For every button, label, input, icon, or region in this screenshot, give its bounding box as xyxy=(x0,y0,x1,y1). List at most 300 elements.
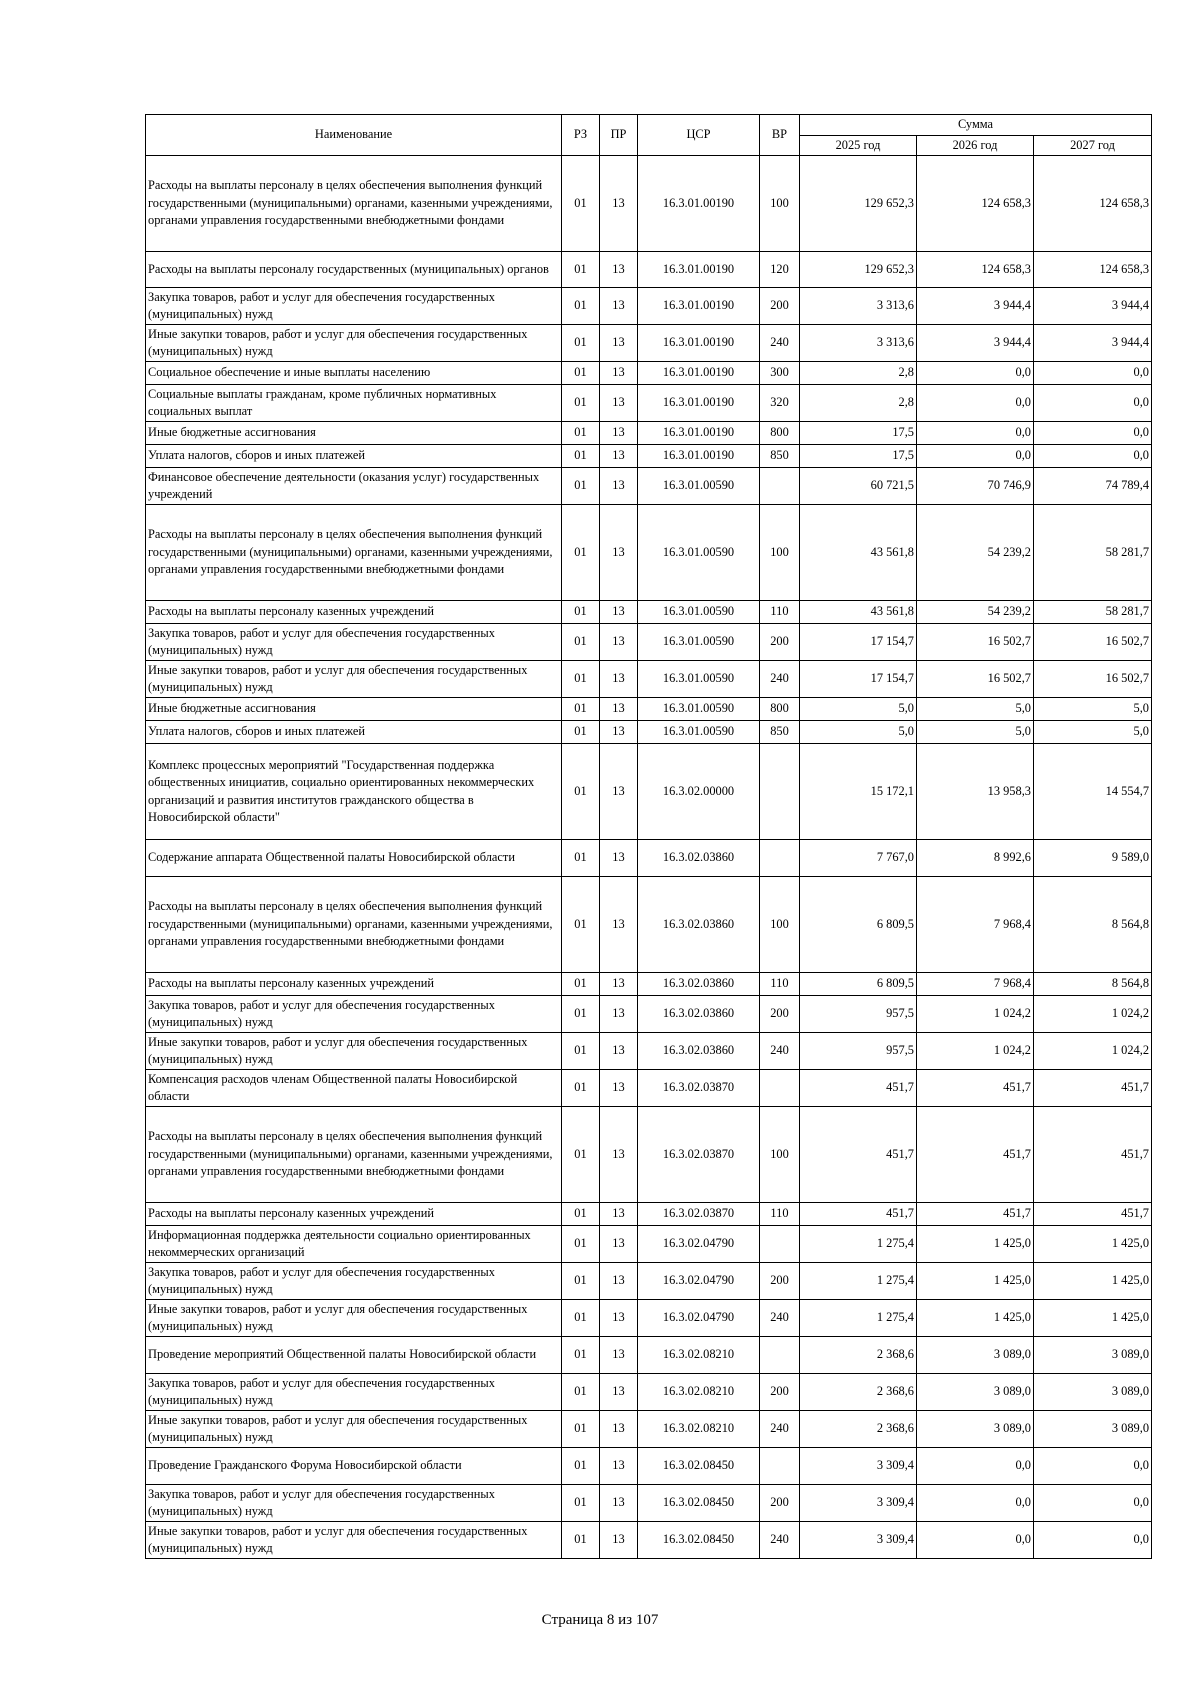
row-rz: 01 xyxy=(562,252,600,288)
row-sum-2027: 0,0 xyxy=(1034,1522,1152,1559)
table-row xyxy=(146,601,1152,624)
row-sum-2025: 6 809,5 xyxy=(800,877,917,973)
row-csr: 16.3.01.00190 xyxy=(638,156,760,252)
header-rz: РЗ xyxy=(562,115,600,156)
row-vr: 100 xyxy=(760,505,800,601)
row-pr: 13 xyxy=(600,1448,638,1485)
row-pr: 13 xyxy=(600,1374,638,1411)
row-rz: 01 xyxy=(562,156,600,252)
row-csr: 16.3.01.00190 xyxy=(638,362,760,385)
row-sum-2025: 6 809,5 xyxy=(800,973,917,996)
table-row xyxy=(146,325,1152,362)
row-csr: 16.3.02.08450 xyxy=(638,1522,760,1559)
row-rz: 01 xyxy=(562,661,600,698)
row-vr: 800 xyxy=(760,698,800,721)
row-csr: 16.3.02.08210 xyxy=(638,1411,760,1448)
row-sum-2027: 74 789,4 xyxy=(1034,468,1152,505)
row-sum-2027: 14 554,7 xyxy=(1034,744,1152,840)
table-row xyxy=(146,505,1152,601)
row-vr: 320 xyxy=(760,385,800,422)
row-sum-2027: 0,0 xyxy=(1034,385,1152,422)
row-pr: 13 xyxy=(600,288,638,325)
table-row xyxy=(146,252,1152,288)
table-row xyxy=(146,1485,1152,1522)
row-pr: 13 xyxy=(600,996,638,1033)
row-sum-2025: 15 172,1 xyxy=(800,744,917,840)
row-csr: 16.3.02.08450 xyxy=(638,1448,760,1485)
table-row xyxy=(146,661,1152,698)
row-name: Закупка товаров, работ и услуг для обеспечения государственных (муниципальных) нужд xyxy=(146,996,562,1033)
row-pr: 13 xyxy=(600,1263,638,1300)
row-sum-2025: 17,5 xyxy=(800,422,917,445)
row-pr: 13 xyxy=(600,325,638,362)
row-sum-2027: 5,0 xyxy=(1034,721,1152,744)
row-rz: 01 xyxy=(562,1485,600,1522)
table-row xyxy=(146,385,1152,422)
row-pr: 13 xyxy=(600,362,638,385)
row-name: Проведение Гражданского Форума Новосибирской области xyxy=(146,1448,562,1485)
row-sum-2026: 7 968,4 xyxy=(917,877,1034,973)
row-sum-2026: 1 024,2 xyxy=(917,1033,1034,1070)
row-name: Уплата налогов, сборов и иных платежей xyxy=(146,445,562,468)
row-sum-2026: 54 239,2 xyxy=(917,601,1034,624)
row-sum-2026: 124 658,3 xyxy=(917,252,1034,288)
row-name: Закупка товаров, работ и услуг для обеспечения государственных (муниципальных) нужд xyxy=(146,624,562,661)
row-sum-2025: 43 561,8 xyxy=(800,601,917,624)
table-row xyxy=(146,288,1152,325)
row-sum-2025: 3 309,4 xyxy=(800,1485,917,1522)
row-vr: 100 xyxy=(760,1107,800,1203)
table-row xyxy=(146,996,1152,1033)
row-sum-2027: 451,7 xyxy=(1034,1203,1152,1226)
row-rz: 01 xyxy=(562,1226,600,1263)
row-pr: 13 xyxy=(600,1411,638,1448)
table-row xyxy=(146,422,1152,445)
row-rz: 01 xyxy=(562,1070,600,1107)
row-pr: 13 xyxy=(600,973,638,996)
table-row xyxy=(146,1107,1152,1203)
row-rz: 01 xyxy=(562,468,600,505)
row-vr xyxy=(760,744,800,840)
row-name: Иные закупки товаров, работ и услуг для обеспечения государственных (муниципальных) нужд xyxy=(146,1411,562,1448)
row-vr: 240 xyxy=(760,325,800,362)
row-name: Расходы на выплаты персоналу в целях обеспечения выполнения функций государственными (муниципальными) органами, казенными учреждениями, органами управления государственными внебюджетными фондами xyxy=(146,1107,562,1203)
row-pr: 13 xyxy=(600,1107,638,1203)
row-sum-2026: 0,0 xyxy=(917,1485,1034,1522)
table-row xyxy=(146,1033,1152,1070)
row-vr: 850 xyxy=(760,445,800,468)
row-vr: 240 xyxy=(760,1522,800,1559)
row-name: Информационная поддержка деятельности социально ориентированных некоммерческих организаций xyxy=(146,1226,562,1263)
row-name: Расходы на выплаты персоналу казенных учреждений xyxy=(146,1203,562,1226)
row-csr: 16.3.02.03860 xyxy=(638,996,760,1033)
table-body xyxy=(146,156,1152,1559)
row-sum-2026: 3 089,0 xyxy=(917,1411,1034,1448)
row-csr: 16.3.01.00590 xyxy=(638,505,760,601)
header-year-2027: 2027 год xyxy=(1034,136,1152,156)
table-row xyxy=(146,1522,1152,1559)
row-pr: 13 xyxy=(600,1337,638,1374)
row-name: Иные бюджетные ассигнования xyxy=(146,422,562,445)
row-sum-2026: 451,7 xyxy=(917,1107,1034,1203)
row-vr: 110 xyxy=(760,1203,800,1226)
row-pr: 13 xyxy=(600,422,638,445)
row-sum-2025: 3 313,6 xyxy=(800,325,917,362)
row-sum-2025: 60 721,5 xyxy=(800,468,917,505)
row-sum-2026: 16 502,7 xyxy=(917,624,1034,661)
row-name: Социальное обеспечение и иные выплаты населению xyxy=(146,362,562,385)
row-sum-2027: 3 089,0 xyxy=(1034,1337,1152,1374)
row-vr: 200 xyxy=(760,1263,800,1300)
row-rz: 01 xyxy=(562,1374,600,1411)
row-sum-2025: 2 368,6 xyxy=(800,1374,917,1411)
table-row xyxy=(146,1448,1152,1485)
row-sum-2027: 1 425,0 xyxy=(1034,1300,1152,1337)
row-csr: 16.3.02.03860 xyxy=(638,840,760,877)
row-pr: 13 xyxy=(600,468,638,505)
row-sum-2025: 129 652,3 xyxy=(800,156,917,252)
row-pr: 13 xyxy=(600,505,638,601)
row-csr: 16.3.01.00590 xyxy=(638,661,760,698)
row-name: Компенсация расходов членам Общественной палаты Новосибирской области xyxy=(146,1070,562,1107)
table-row xyxy=(146,1337,1152,1374)
row-rz: 01 xyxy=(562,996,600,1033)
row-pr: 13 xyxy=(600,1300,638,1337)
row-sum-2027: 1 024,2 xyxy=(1034,1033,1152,1070)
row-sum-2027: 16 502,7 xyxy=(1034,624,1152,661)
row-sum-2027: 3 944,4 xyxy=(1034,288,1152,325)
row-sum-2027: 5,0 xyxy=(1034,698,1152,721)
row-vr: 200 xyxy=(760,288,800,325)
row-pr: 13 xyxy=(600,1070,638,1107)
row-vr xyxy=(760,840,800,877)
row-sum-2027: 451,7 xyxy=(1034,1070,1152,1107)
row-name: Расходы на выплаты персоналу в целях обеспечения выполнения функций государственными (муниципальными) органами, казенными учреждениями, органами управления государственными внебюджетными фондами xyxy=(146,156,562,252)
table-row xyxy=(146,1070,1152,1107)
row-vr: 240 xyxy=(760,1411,800,1448)
row-pr: 13 xyxy=(600,385,638,422)
row-pr: 13 xyxy=(600,1485,638,1522)
row-vr xyxy=(760,1070,800,1107)
row-sum-2027: 8 564,8 xyxy=(1034,973,1152,996)
row-sum-2025: 3 309,4 xyxy=(800,1448,917,1485)
row-name: Социальные выплаты гражданам, кроме публичных нормативных социальных выплат xyxy=(146,385,562,422)
row-sum-2025: 1 275,4 xyxy=(800,1300,917,1337)
row-sum-2025: 1 275,4 xyxy=(800,1263,917,1300)
row-sum-2026: 1 024,2 xyxy=(917,996,1034,1033)
budget-table xyxy=(145,114,1152,1559)
row-vr: 100 xyxy=(760,156,800,252)
row-sum-2025: 2 368,6 xyxy=(800,1337,917,1374)
row-rz: 01 xyxy=(562,840,600,877)
row-sum-2026: 0,0 xyxy=(917,1522,1034,1559)
row-sum-2027: 0,0 xyxy=(1034,422,1152,445)
row-name: Содержание аппарата Общественной палаты Новосибирской области xyxy=(146,840,562,877)
row-rz: 01 xyxy=(562,1522,600,1559)
row-name: Закупка товаров, работ и услуг для обеспечения государственных (муниципальных) нужд xyxy=(146,1485,562,1522)
row-sum-2026: 0,0 xyxy=(917,1448,1034,1485)
row-pr: 13 xyxy=(600,877,638,973)
row-vr: 100 xyxy=(760,877,800,973)
row-name: Закупка товаров, работ и услуг для обеспечения государственных (муниципальных) нужд xyxy=(146,1374,562,1411)
row-sum-2026: 1 425,0 xyxy=(917,1226,1034,1263)
row-csr: 16.3.02.08450 xyxy=(638,1485,760,1522)
row-sum-2027: 0,0 xyxy=(1034,362,1152,385)
row-sum-2026: 3 089,0 xyxy=(917,1337,1034,1374)
row-sum-2025: 5,0 xyxy=(800,698,917,721)
row-sum-2027: 0,0 xyxy=(1034,1448,1152,1485)
row-pr: 13 xyxy=(600,1226,638,1263)
table-row xyxy=(146,468,1152,505)
row-sum-2026: 0,0 xyxy=(917,385,1034,422)
row-sum-2026: 0,0 xyxy=(917,422,1034,445)
row-sum-2026: 124 658,3 xyxy=(917,156,1034,252)
row-name: Расходы на выплаты персоналу казенных учреждений xyxy=(146,601,562,624)
row-sum-2025: 451,7 xyxy=(800,1070,917,1107)
row-sum-2027: 0,0 xyxy=(1034,1485,1152,1522)
table-row xyxy=(146,1203,1152,1226)
table-row xyxy=(146,1263,1152,1300)
row-vr xyxy=(760,1226,800,1263)
header-sum: Сумма xyxy=(800,115,1152,136)
row-csr: 16.3.02.03870 xyxy=(638,1203,760,1226)
row-sum-2027: 3 089,0 xyxy=(1034,1374,1152,1411)
row-sum-2027: 124 658,3 xyxy=(1034,156,1152,252)
row-csr: 16.3.02.03860 xyxy=(638,877,760,973)
row-sum-2025: 5,0 xyxy=(800,721,917,744)
row-sum-2027: 8 564,8 xyxy=(1034,877,1152,973)
row-pr: 13 xyxy=(600,698,638,721)
row-vr: 240 xyxy=(760,1300,800,1337)
row-sum-2027: 1 024,2 xyxy=(1034,996,1152,1033)
row-csr: 16.3.01.00590 xyxy=(638,721,760,744)
header-pr: ПР xyxy=(600,115,638,156)
row-pr: 13 xyxy=(600,1203,638,1226)
row-sum-2027: 3 944,4 xyxy=(1034,325,1152,362)
row-sum-2025: 957,5 xyxy=(800,1033,917,1070)
table-row xyxy=(146,156,1152,252)
row-vr: 200 xyxy=(760,996,800,1033)
row-rz: 01 xyxy=(562,698,600,721)
row-csr: 16.3.01.00190 xyxy=(638,385,760,422)
row-pr: 13 xyxy=(600,252,638,288)
row-sum-2026: 8 992,6 xyxy=(917,840,1034,877)
row-rz: 01 xyxy=(562,973,600,996)
row-sum-2026: 70 746,9 xyxy=(917,468,1034,505)
row-pr: 13 xyxy=(600,156,638,252)
row-csr: 16.3.02.03870 xyxy=(638,1070,760,1107)
row-sum-2026: 3 944,4 xyxy=(917,288,1034,325)
row-name: Иные закупки товаров, работ и услуг для обеспечения государственных (муниципальных) нужд xyxy=(146,661,562,698)
row-sum-2027: 1 425,0 xyxy=(1034,1263,1152,1300)
row-csr: 16.3.02.08210 xyxy=(638,1337,760,1374)
row-rz: 01 xyxy=(562,744,600,840)
row-rz: 01 xyxy=(562,1337,600,1374)
row-vr: 850 xyxy=(760,721,800,744)
row-name: Расходы на выплаты персоналу в целях обеспечения выполнения функций государственными (муниципальными) органами, казенными учреждениями, органами управления государственными внебюджетными фондами xyxy=(146,505,562,601)
row-csr: 16.3.01.00190 xyxy=(638,288,760,325)
row-name: Расходы на выплаты персоналу в целях обеспечения выполнения функций государственными (муниципальными) органами, казенными учреждениями, органами управления государственными внебюджетными фондами xyxy=(146,877,562,973)
row-vr: 200 xyxy=(760,1374,800,1411)
row-sum-2026: 3 944,4 xyxy=(917,325,1034,362)
row-vr xyxy=(760,468,800,505)
row-sum-2025: 17 154,7 xyxy=(800,661,917,698)
row-csr: 16.3.01.00590 xyxy=(638,468,760,505)
row-rz: 01 xyxy=(562,1263,600,1300)
row-sum-2025: 2 368,6 xyxy=(800,1411,917,1448)
row-sum-2025: 17,5 xyxy=(800,445,917,468)
row-sum-2027: 16 502,7 xyxy=(1034,661,1152,698)
row-rz: 01 xyxy=(562,1203,600,1226)
row-csr: 16.3.02.04790 xyxy=(638,1226,760,1263)
table-row xyxy=(146,445,1152,468)
row-name: Расходы на выплаты персоналу казенных учреждений xyxy=(146,973,562,996)
row-sum-2027: 0,0 xyxy=(1034,445,1152,468)
row-rz: 01 xyxy=(562,721,600,744)
table-row xyxy=(146,698,1152,721)
row-vr: 800 xyxy=(760,422,800,445)
row-name: Закупка товаров, работ и услуг для обеспечения государственных (муниципальных) нужд xyxy=(146,288,562,325)
row-pr: 13 xyxy=(600,1522,638,1559)
row-csr: 16.3.01.00190 xyxy=(638,422,760,445)
table-header xyxy=(146,115,1152,156)
row-csr: 16.3.02.04790 xyxy=(638,1300,760,1337)
row-sum-2027: 9 589,0 xyxy=(1034,840,1152,877)
row-vr: 240 xyxy=(760,1033,800,1070)
row-name: Проведение мероприятий Общественной палаты Новосибирской области xyxy=(146,1337,562,1374)
table-row xyxy=(146,362,1152,385)
row-csr: 16.3.02.04790 xyxy=(638,1263,760,1300)
row-name: Уплата налогов, сборов и иных платежей xyxy=(146,721,562,744)
row-rz: 01 xyxy=(562,601,600,624)
row-csr: 16.3.02.03860 xyxy=(638,1033,760,1070)
table-row xyxy=(146,1411,1152,1448)
page-number: Страница 8 из 107 xyxy=(541,1612,659,1628)
row-sum-2025: 3 309,4 xyxy=(800,1522,917,1559)
row-sum-2025: 2,8 xyxy=(800,362,917,385)
header-vr: ВР xyxy=(760,115,800,156)
row-pr: 13 xyxy=(600,721,638,744)
row-sum-2027: 3 089,0 xyxy=(1034,1411,1152,1448)
row-sum-2026: 3 089,0 xyxy=(917,1374,1034,1411)
row-sum-2026: 7 968,4 xyxy=(917,973,1034,996)
row-rz: 01 xyxy=(562,445,600,468)
row-rz: 01 xyxy=(562,362,600,385)
row-rz: 01 xyxy=(562,624,600,661)
row-sum-2026: 54 239,2 xyxy=(917,505,1034,601)
row-csr: 16.3.01.00590 xyxy=(638,601,760,624)
header-csr: ЦСР xyxy=(638,115,760,156)
row-sum-2026: 451,7 xyxy=(917,1070,1034,1107)
row-rz: 01 xyxy=(562,505,600,601)
row-sum-2026: 0,0 xyxy=(917,445,1034,468)
row-sum-2026: 13 958,3 xyxy=(917,744,1034,840)
row-csr: 16.3.01.00190 xyxy=(638,252,760,288)
row-rz: 01 xyxy=(562,1448,600,1485)
table-row xyxy=(146,1374,1152,1411)
table-row xyxy=(146,744,1152,840)
table-row xyxy=(146,1300,1152,1337)
row-csr: 16.3.02.08210 xyxy=(638,1374,760,1411)
row-sum-2026: 5,0 xyxy=(917,698,1034,721)
row-vr: 200 xyxy=(760,1485,800,1522)
row-csr: 16.3.01.00590 xyxy=(638,624,760,661)
row-name: Расходы на выплаты персоналу государственных (муниципальных) органов xyxy=(146,252,562,288)
row-vr: 300 xyxy=(760,362,800,385)
row-rz: 01 xyxy=(562,422,600,445)
row-pr: 13 xyxy=(600,744,638,840)
row-name: Финансовое обеспечение деятельности (оказания услуг) государственных учреждений xyxy=(146,468,562,505)
row-sum-2025: 3 313,6 xyxy=(800,288,917,325)
row-sum-2025: 129 652,3 xyxy=(800,252,917,288)
row-sum-2027: 1 425,0 xyxy=(1034,1226,1152,1263)
row-vr: 200 xyxy=(760,624,800,661)
row-name: Иные закупки товаров, работ и услуг для обеспечения государственных (муниципальных) нужд xyxy=(146,1300,562,1337)
row-sum-2027: 58 281,7 xyxy=(1034,505,1152,601)
row-csr: 16.3.01.00190 xyxy=(638,325,760,362)
row-sum-2026: 5,0 xyxy=(917,721,1034,744)
row-pr: 13 xyxy=(600,661,638,698)
row-sum-2025: 2,8 xyxy=(800,385,917,422)
table-row xyxy=(146,973,1152,996)
row-name: Комплекс процессных мероприятий "Государственная поддержка общественных инициатив, социально ориентированных некоммерческих организаций и развития институтов гражданского общества в Новосибирской области" xyxy=(146,744,562,840)
row-pr: 13 xyxy=(600,601,638,624)
row-vr: 110 xyxy=(760,601,800,624)
row-rz: 01 xyxy=(562,877,600,973)
row-name: Иные бюджетные ассигнования xyxy=(146,698,562,721)
row-sum-2025: 17 154,7 xyxy=(800,624,917,661)
row-sum-2026: 16 502,7 xyxy=(917,661,1034,698)
row-csr: 16.3.01.00590 xyxy=(638,698,760,721)
row-sum-2026: 0,0 xyxy=(917,362,1034,385)
row-sum-2025: 451,7 xyxy=(800,1107,917,1203)
row-vr: 120 xyxy=(760,252,800,288)
table-row xyxy=(146,1226,1152,1263)
row-rz: 01 xyxy=(562,288,600,325)
row-sum-2026: 451,7 xyxy=(917,1203,1034,1226)
row-sum-2027: 124 658,3 xyxy=(1034,252,1152,288)
table-row xyxy=(146,624,1152,661)
row-csr: 16.3.01.00190 xyxy=(638,445,760,468)
row-name: Закупка товаров, работ и услуг для обеспечения государственных (муниципальных) нужд xyxy=(146,1263,562,1300)
row-vr: 110 xyxy=(760,973,800,996)
table-row xyxy=(146,877,1152,973)
row-pr: 13 xyxy=(600,445,638,468)
row-sum-2027: 451,7 xyxy=(1034,1107,1152,1203)
row-pr: 13 xyxy=(600,1033,638,1070)
row-sum-2027: 58 281,7 xyxy=(1034,601,1152,624)
row-rz: 01 xyxy=(562,1300,600,1337)
row-vr xyxy=(760,1337,800,1374)
row-rz: 01 xyxy=(562,1107,600,1203)
row-vr xyxy=(760,1448,800,1485)
row-name: Иные закупки товаров, работ и услуг для обеспечения государственных (муниципальных) нужд xyxy=(146,1522,562,1559)
header-year-2026: 2026 год xyxy=(917,136,1034,156)
row-vr: 240 xyxy=(760,661,800,698)
row-csr: 16.3.02.03860 xyxy=(638,973,760,996)
row-name: Иные закупки товаров, работ и услуг для обеспечения государственных (муниципальных) нужд xyxy=(146,1033,562,1070)
row-pr: 13 xyxy=(600,840,638,877)
row-sum-2026: 1 425,0 xyxy=(917,1300,1034,1337)
row-rz: 01 xyxy=(562,1033,600,1070)
row-name: Иные закупки товаров, работ и услуг для обеспечения государственных (муниципальных) нужд xyxy=(146,325,562,362)
row-rz: 01 xyxy=(562,1411,600,1448)
row-sum-2025: 1 275,4 xyxy=(800,1226,917,1263)
header-name: Наименование xyxy=(146,115,562,156)
row-sum-2025: 7 767,0 xyxy=(800,840,917,877)
table-row xyxy=(146,840,1152,877)
row-pr: 13 xyxy=(600,624,638,661)
